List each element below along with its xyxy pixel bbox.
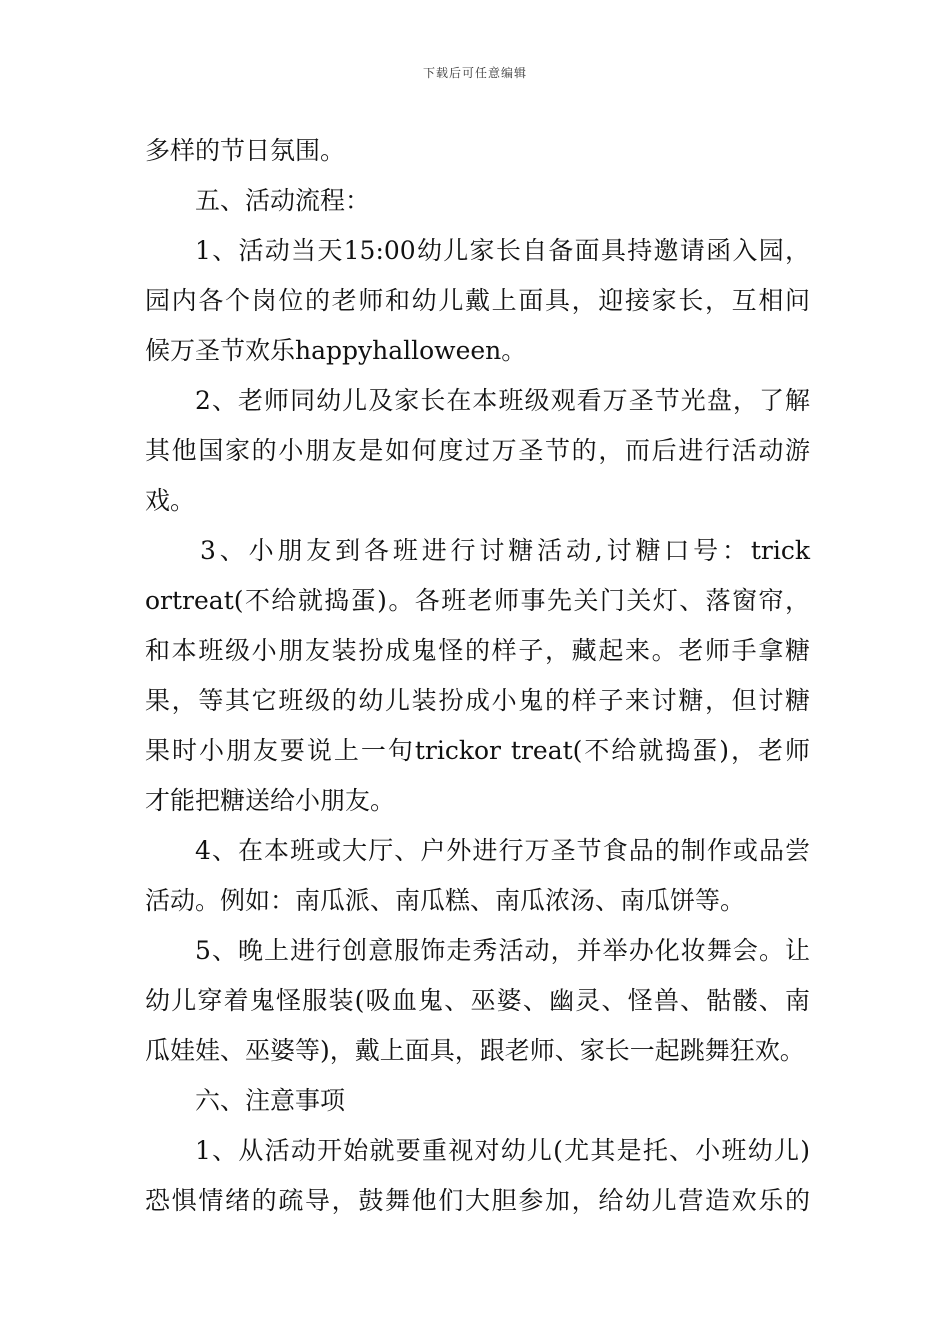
text-line: ortreat(不给就捣蛋)。各班老师事先关门关灯、落窗帘，: [145, 586, 810, 615]
text-line: 多样的节日氛围。: [145, 136, 346, 165]
text-line: 其他国家的小朋友是如何度过万圣节的，而后进行活动游: [145, 436, 810, 465]
document-body: [145, 126, 810, 1226]
text-line: 园内各个岗位的老师和幼儿戴上面具，迎接家长，互相问: [145, 286, 810, 315]
text-line: 和本班级小朋友装扮成鬼怪的样子，藏起来。老师手拿糖: [145, 636, 810, 665]
text-line: 候万圣节欢乐happyhalloween。: [145, 336, 527, 365]
text-line: 恐惧情绪的疏导，鼓舞他们大胆参加，给幼儿营造欢乐的: [145, 1186, 810, 1215]
text-line: 1、从活动开始就要重视对幼儿(尤其是托、小班幼儿): [195, 1136, 810, 1165]
text-line: 果时小朋友要说上一句trickor treat(不给就捣蛋)，老师: [145, 736, 810, 765]
section-heading: 六、注意事项: [195, 1086, 346, 1115]
text-line: 果，等其它班级的幼儿装扮成小鬼的样子来讨糖，但讨糖: [145, 686, 810, 715]
text-line: 5、晚上进行创意服饰走秀活动，并举办化妆舞会。让: [195, 936, 810, 965]
text-line: 3、小朋友到各班进行讨糖活动,讨糖口号：trick: [200, 536, 810, 565]
text-line: 2、老师同幼儿及家长在本班级观看万圣节光盘，了解: [195, 386, 810, 415]
text-line: 活动。例如：南瓜派、南瓜糕、南瓜浓汤、南瓜饼等。: [145, 886, 746, 915]
text-line: 幼儿穿着鬼怪服装(吸血鬼、巫婆、幽灵、怪兽、骷髅、南: [145, 986, 810, 1015]
text-line: 戏。: [145, 486, 196, 515]
text-line: 4、在本班或大厅、户外进行万圣节食品的制作或品尝: [195, 836, 810, 865]
text-line: 瓜娃娃、巫婆等)，戴上面具，跟老师、家长一起跳舞狂欢。: [145, 1036, 805, 1065]
section-heading: 五、活动流程：: [195, 186, 371, 215]
text-line: 才能把糖送给小朋友。: [145, 786, 396, 815]
text-line: 1、活动当天15:00幼儿家长自备面具持邀请函入园，: [195, 236, 810, 265]
page-header: 下载后可任意编辑: [422, 66, 527, 80]
